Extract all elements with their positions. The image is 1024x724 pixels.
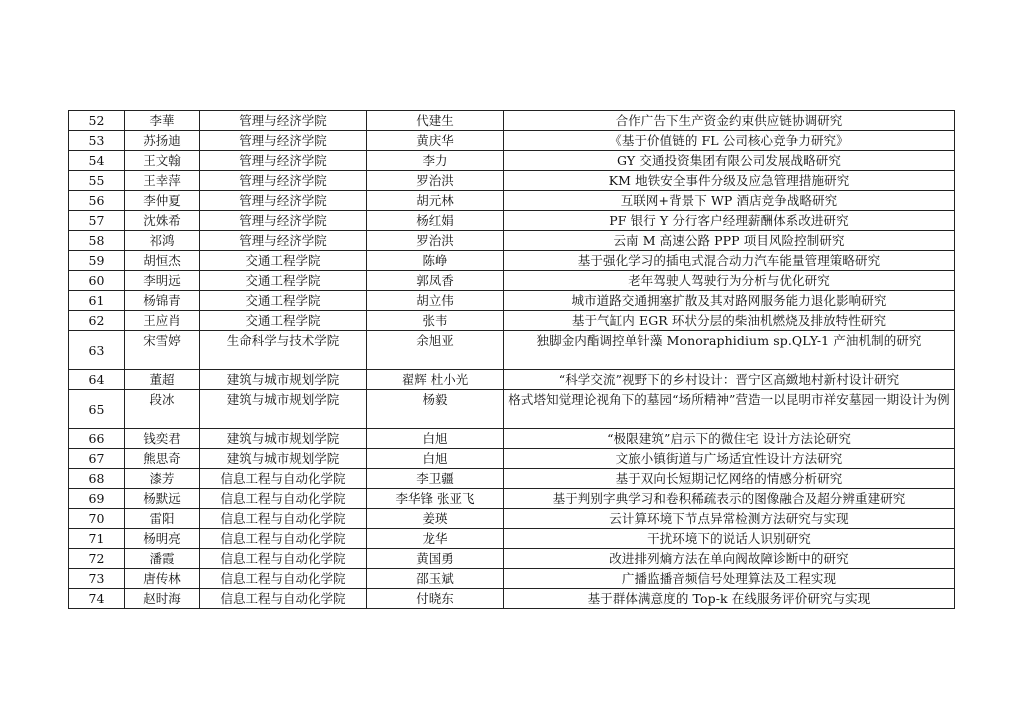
advisor-name: 张韦 [367,311,504,331]
table-row [69,569,955,589]
thesis-title: 老年驾驶人驾驶行为分析与优化研究 [504,271,955,291]
row-number: 64 [69,370,125,390]
school-name: 管理与经济学院 [200,151,367,171]
thesis-title: 广播监播音频信号处理算法及工程实现 [504,569,955,589]
school-name: 信息工程与自动化学院 [200,549,367,569]
student-name: 赵时海 [125,589,200,609]
advisor-name: 杨红娟 [367,211,504,231]
advisor-name: 邵玉斌 [367,569,504,589]
table-row [69,151,955,171]
row-number: 61 [69,291,125,311]
thesis-title: 基于强化学习的插电式混合动力汽车能量管理策略研究 [504,251,955,271]
table-row [69,509,955,529]
student-name: 杨明亮 [125,529,200,549]
advisor-name: 代建生 [367,111,504,131]
row-number: 72 [69,549,125,569]
thesis-title: 文旅小镇街道与广场适宜性设计方法研究 [504,449,955,469]
table-row [69,429,955,449]
table-row [69,549,955,569]
student-name: 苏扬迪 [125,131,200,151]
thesis-title: 城市道路交通拥塞扩散及其对路网服务能力退化影响研究 [504,291,955,311]
row-number: 62 [69,311,125,331]
school-name: 管理与经济学院 [200,171,367,191]
advisor-name: 李华锋 张亚飞 [367,489,504,509]
student-name: 钱奕君 [125,429,200,449]
school-name: 管理与经济学院 [200,211,367,231]
row-number: 67 [69,449,125,469]
row-number: 57 [69,211,125,231]
student-name: 李明远 [125,271,200,291]
thesis-title: GY 交通投资集团有限公司发展战略研究 [504,151,955,171]
student-name: 雷阳 [125,509,200,529]
school-name: 管理与经济学院 [200,231,367,251]
thesis-title: 干扰环境下的说话人识别研究 [504,529,955,549]
thesis-title: 独脚金内酯调控单针藻 Monoraphidium sp.QLY-1 产油机制的研究 [504,331,955,370]
advisor-name: 姜瑛 [367,509,504,529]
thesis-title: 格式塔知觉理论视角下的墓园“场所精神”营造一以昆明市祥安墓园一期设计为例 [504,390,955,429]
student-name: 王幸萍 [125,171,200,191]
thesis-title: 基于判别字典学习和卷积稀疏表示的图像融合及超分辨重建研究 [504,489,955,509]
school-name: 管理与经济学院 [200,111,367,131]
table-row [69,131,955,151]
school-name: 信息工程与自动化学院 [200,589,367,609]
advisor-name: 龙华 [367,529,504,549]
table-row [69,291,955,311]
row-number: 70 [69,509,125,529]
row-number: 74 [69,589,125,609]
row-number: 56 [69,191,125,211]
table-row [69,449,955,469]
student-name: 潘霞 [125,549,200,569]
table-row [69,589,955,609]
student-name: 王应肖 [125,311,200,331]
advisor-name: 白旭 [367,449,504,469]
school-name: 建筑与城市规划学院 [200,449,367,469]
advisor-name: 李卫疆 [367,469,504,489]
advisor-name: 黄庆华 [367,131,504,151]
row-number: 55 [69,171,125,191]
table-row [69,231,955,251]
advisor-name: 罗治洪 [367,171,504,191]
thesis-title: 基于气缸内 EGR 环状分层的柴油机燃烧及排放特性研究 [504,311,955,331]
student-name: 杨锦青 [125,291,200,311]
advisor-name: 胡立伟 [367,291,504,311]
thesis-title: “极限建筑”启示下的微住宅 设计方法论研究 [504,429,955,449]
advisor-name: 李力 [367,151,504,171]
thesis-title: 互联网+背景下 WP 酒店竞争战略研究 [504,191,955,211]
school-name: 管理与经济学院 [200,131,367,151]
thesis-title: KM 地铁安全事件分级及应急管理措施研究 [504,171,955,191]
student-name: 漆芳 [125,469,200,489]
table-row [69,390,955,429]
table-row [69,489,955,509]
school-name: 交通工程学院 [200,291,367,311]
advisor-name: 罗治洪 [367,231,504,251]
advisor-name: 余旭亚 [367,331,504,370]
student-name: 王文翰 [125,151,200,171]
student-name: 李仲夏 [125,191,200,211]
advisor-name: 郭凤香 [367,271,504,291]
row-number: 52 [69,111,125,131]
row-number: 59 [69,251,125,271]
school-name: 生命科学与技术学院 [200,331,367,370]
advisor-name: 胡元林 [367,191,504,211]
student-name: 祁鸿 [125,231,200,251]
row-number: 71 [69,529,125,549]
thesis-title: 云计算环境下节点异常检测方法研究与实现 [504,509,955,529]
thesis-title: 《基于价值链的 FL 公司核心竞争力研究》 [504,131,955,151]
student-name: 李華 [125,111,200,131]
school-name: 交通工程学院 [200,271,367,291]
advisor-name: 陈峥 [367,251,504,271]
graduate-thesis-table [68,110,955,609]
student-name: 唐传林 [125,569,200,589]
advisor-name: 付晓东 [367,589,504,609]
thesis-title: 改进排列熵方法在单向阀故障诊断中的研究 [504,549,955,569]
thesis-title: 基于群体满意度的 Top-k 在线服务评价研究与实现 [504,589,955,609]
thesis-title: 云南 M 高速公路 PPP 项目风险控制研究 [504,231,955,251]
table-row [69,529,955,549]
advisor-name: 白旭 [367,429,504,449]
table-row [69,271,955,291]
table-row [69,311,955,331]
student-name: 沈姝希 [125,211,200,231]
student-name: 胡恒杰 [125,251,200,271]
thesis-title: 合作广告下生产资金约束供应链协调研究 [504,111,955,131]
table-row [69,370,955,390]
table-row [69,171,955,191]
thesis-title: PF 银行 Y 分行客户经理薪酬体系改进研究 [504,211,955,231]
school-name: 信息工程与自动化学院 [200,569,367,589]
school-name: 建筑与城市规划学院 [200,390,367,429]
row-number: 69 [69,489,125,509]
student-name: 杨默远 [125,489,200,509]
student-name: 段冰 [125,390,200,429]
school-name: 建筑与城市规划学院 [200,429,367,449]
school-name: 交通工程学院 [200,251,367,271]
row-number: 65 [69,390,125,429]
school-name: 管理与经济学院 [200,191,367,211]
school-name: 信息工程与自动化学院 [200,489,367,509]
school-name: 信息工程与自动化学院 [200,509,367,529]
row-number: 54 [69,151,125,171]
table-row [69,191,955,211]
school-name: 信息工程与自动化学院 [200,529,367,549]
table-row [69,469,955,489]
table-row [69,251,955,271]
row-number: 73 [69,569,125,589]
student-name: 董超 [125,370,200,390]
row-number: 66 [69,429,125,449]
school-name: 信息工程与自动化学院 [200,469,367,489]
table-row [69,331,955,370]
row-number: 63 [69,331,125,370]
row-number: 60 [69,271,125,291]
advisor-name: 翟辉 杜小光 [367,370,504,390]
thesis-title: 基于双向长短期记忆网络的情感分析研究 [504,469,955,489]
table-row [69,211,955,231]
table-body [69,111,955,609]
school-name: 建筑与城市规划学院 [200,370,367,390]
advisor-name: 杨毅 [367,390,504,429]
school-name: 交通工程学院 [200,311,367,331]
table-row [69,111,955,131]
row-number: 58 [69,231,125,251]
row-number: 68 [69,469,125,489]
student-name: 熊思奇 [125,449,200,469]
thesis-title: “科学交流”视野下的乡村设计：晋宁区高緻地村新村设计研究 [504,370,955,390]
advisor-name: 黄国勇 [367,549,504,569]
row-number: 53 [69,131,125,151]
student-name: 宋雪婷 [125,331,200,370]
